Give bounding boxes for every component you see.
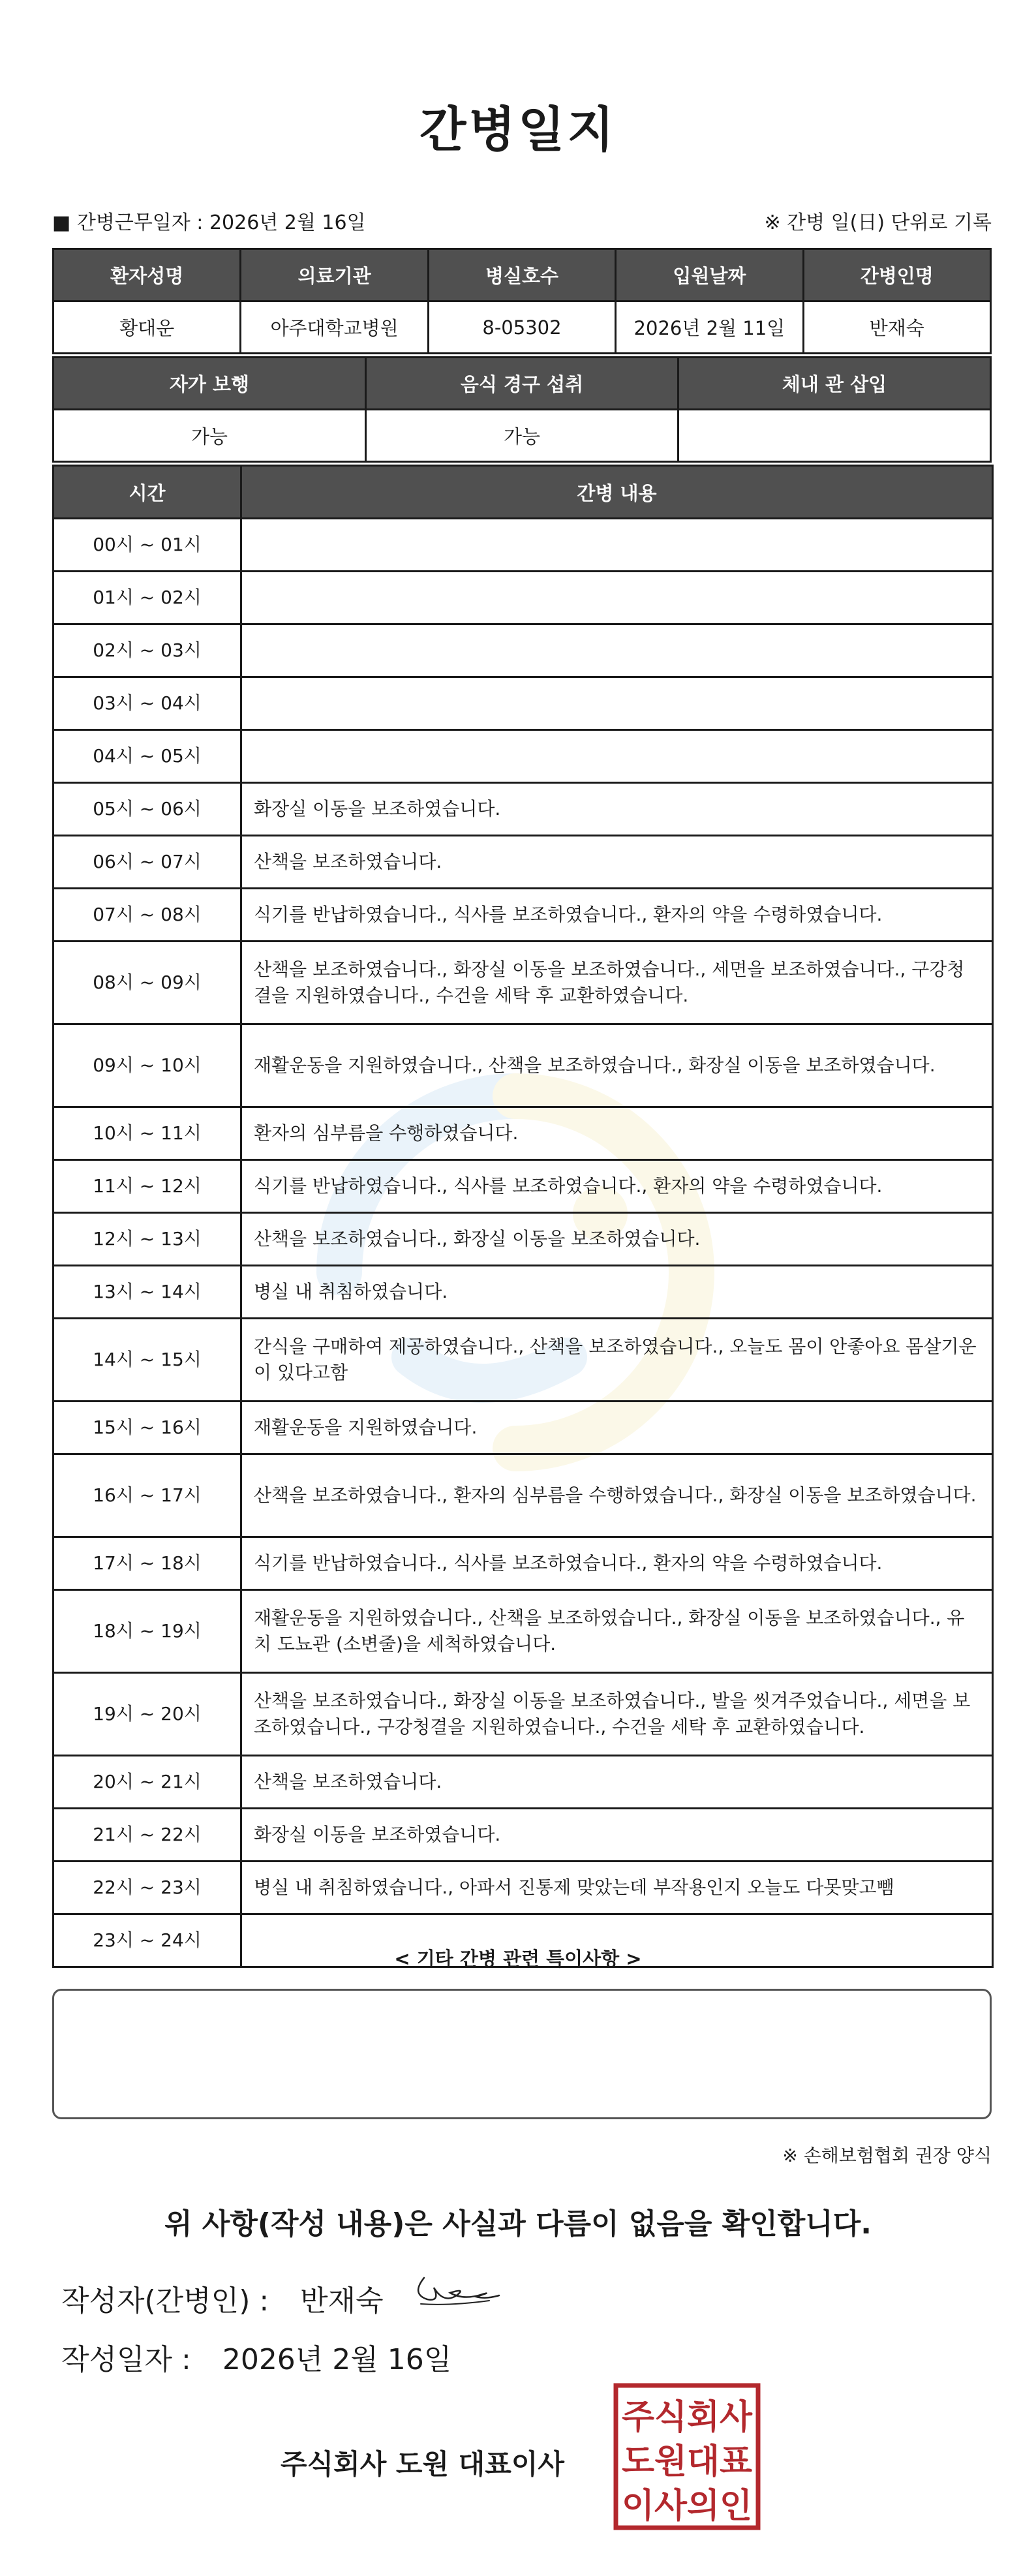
log-content: 산책을 보조하였습니다. (241, 1756, 993, 1809)
table-row (53, 572, 993, 624)
log-content: 화장실 이동을 보조하였습니다. (241, 783, 993, 836)
header-time: 시간 (53, 466, 241, 519)
write-date-label: 작성일자 : (61, 2343, 191, 2376)
table-row (53, 1673, 993, 1756)
patient-name: 황대운 (53, 301, 241, 354)
log-content: 식기를 반납하였습니다., 식사를 보조하였습니다., 환자의 약을 수령하였습니다. (241, 1537, 993, 1590)
caregiver-name: 반재숙 (803, 301, 990, 354)
seal-text-line: 주식회사 (622, 2398, 753, 2437)
log-content: 식기를 반납하였습니다., 식사를 보조하였습니다., 환자의 약을 수령하였습니다. (241, 1160, 993, 1213)
log-time: 19시 ~ 20시 (53, 1673, 241, 1756)
table-row (53, 1537, 993, 1590)
patient-info-table (52, 248, 992, 354)
log-content: 재활운동을 지원하였습니다., 산책을 보조하였습니다., 화장실 이동을 보조하였습니다., 유치 도뇨관 (소변줄)을 세척하였습니다. (241, 1590, 993, 1673)
log-time: 21시 ~ 22시 (53, 1809, 241, 1862)
notes-title: < 기타 간병 관련 특이사항 > (394, 1948, 642, 1970)
table-row (53, 1160, 993, 1213)
header-hospital: 의료기관 (241, 249, 428, 301)
header-oral-intake: 음식 경구 섭취 (366, 358, 678, 410)
header-self-walking: 자가 보행 (53, 358, 366, 410)
write-date-value: 2026년 2월 16일 (222, 2343, 452, 2376)
recommend-note: ※ 손해보험협회 권장 양식 (782, 2145, 992, 2166)
log-content: 산책을 보조하였습니다., 화장실 이동을 보조하였습니다., 세면을 보조하였습니다., 구강청결을 지원하였습니다., 수건을 세탁 후 교환하였습니다. (241, 942, 993, 1024)
self-walking: 가능 (53, 410, 366, 462)
company-name: 주식회사 도원 대표이사 (281, 2448, 564, 2480)
admission-date: 2026년 2월 11일 (616, 301, 803, 354)
header-tube-insertion: 체내 관 삽입 (678, 358, 991, 410)
log-content: 산책을 보조하였습니다. (241, 836, 993, 889)
confirm-statement: 위 사항(작성 내용)은 사실과 다름이 없음을 확인합니다. (164, 2207, 872, 2241)
log-time: 01시 ~ 02시 (53, 572, 241, 624)
table-row (53, 1107, 993, 1160)
header-caregiver-name: 간병인명 (803, 249, 990, 301)
table-row (53, 1756, 993, 1809)
log-content: 화장실 이동을 보조하였습니다. (241, 1809, 993, 1862)
log-content: 환자의 심부름을 수행하였습니다. (241, 1107, 993, 1160)
notes-box (52, 1989, 992, 2119)
write-date-line (61, 2336, 451, 2378)
table-row (53, 1809, 993, 1862)
log-time: 07시 ~ 08시 (53, 889, 241, 942)
work-date: ■ 간병근무일자 : 2026년 2월 16일 (52, 211, 366, 234)
table-row (53, 1402, 993, 1454)
table-row (53, 519, 993, 572)
log-time: 08시 ~ 09시 (53, 942, 241, 1024)
log-content (241, 624, 993, 677)
room-number: 8-05302 (428, 301, 615, 354)
tube-insertion (678, 410, 991, 462)
table-row (53, 1454, 993, 1537)
log-time: 16시 ~ 17시 (53, 1454, 241, 1537)
header-patient-name: 환자성명 (53, 249, 241, 301)
log-content: 산책을 보조하였습니다., 화장실 이동을 보조하였습니다., 발을 씻겨주었습니다., 세면을 보조하였습니다., 구강청결을 지원하였습니다., 수건을 세탁 후 교환하였습니다. (241, 1673, 993, 1756)
table-row (53, 942, 993, 1024)
log-time: 03시 ~ 04시 (53, 677, 241, 730)
table-row (53, 1213, 993, 1266)
unit-note: ※ 간병 일(日) 단위로 기록 (764, 211, 992, 234)
seal-text-line: 도원대표 (622, 2442, 752, 2481)
writer-label: 작성자(간병인) : (61, 2284, 269, 2318)
log-content: 재활운동을 지원하였습니다. (241, 1402, 993, 1454)
log-content: 재활운동을 지원하였습니다., 산책을 보조하였습니다., 화장실 이동을 보조하였습니다. (241, 1024, 993, 1107)
table-row (53, 1024, 993, 1107)
log-time: 18시 ~ 19시 (53, 1590, 241, 1673)
table-row (53, 889, 993, 942)
table-row (53, 1266, 993, 1319)
header-care-content: 간병 내용 (241, 466, 993, 519)
table-row (53, 1319, 993, 1402)
log-time: 20시 ~ 21시 (53, 1756, 241, 1809)
log-content (241, 730, 993, 783)
log-time: 11시 ~ 12시 (53, 1160, 241, 1213)
log-time: 05시 ~ 06시 (53, 783, 241, 836)
log-time: 00시 ~ 01시 (53, 519, 241, 572)
table-row (53, 1590, 993, 1673)
log-content: 식기를 반납하였습니다., 식사를 보조하였습니다., 환자의 약을 수령하였습니다. (241, 889, 993, 942)
log-time: 10시 ~ 11시 (53, 1107, 241, 1160)
log-time: 13시 ~ 14시 (53, 1266, 241, 1319)
table-row (53, 730, 993, 783)
table-row (53, 783, 993, 836)
log-content: 간식을 구매하여 제공하였습니다., 산책을 보조하였습니다., 오늘도 몸이 안좋아요 몸살기운이 있다고함 (241, 1319, 993, 1402)
log-content: 병실 내 취침하였습니다., 아파서 진통제 맞았는데 부작용인지 오늘도 다못맞고뺌 (241, 1862, 993, 1914)
header-room-number: 병실호수 (428, 249, 615, 301)
log-time: 15시 ~ 16시 (53, 1402, 241, 1454)
meta-row (52, 206, 992, 235)
company-seal (612, 2382, 762, 2532)
table-row (53, 677, 993, 730)
hospital: 아주대학교병원 (241, 301, 428, 354)
log-content (241, 572, 993, 624)
log-content: 병실 내 취침하였습니다. (241, 1266, 993, 1319)
log-content: 산책을 보조하였습니다., 화장실 이동을 보조하였습니다. (241, 1213, 993, 1266)
document-title: 간병일지 (419, 102, 617, 158)
writer-name: 반재숙 (300, 2284, 384, 2318)
log-content (241, 677, 993, 730)
log-time: 14시 ~ 15시 (53, 1319, 241, 1402)
table-row (53, 624, 993, 677)
care-log-table (52, 465, 994, 1968)
table-row (53, 836, 993, 889)
log-time: 17시 ~ 18시 (53, 1537, 241, 1590)
log-time: 09시 ~ 10시 (53, 1024, 241, 1107)
log-time: 06시 ~ 07시 (53, 836, 241, 889)
table-row (53, 1862, 993, 1914)
signature (404, 2268, 502, 2314)
seal-text-line: 이사의인 (622, 2487, 752, 2526)
writer-line (61, 2277, 384, 2319)
oral-intake: 가능 (366, 410, 678, 462)
log-time: 22시 ~ 23시 (53, 1862, 241, 1914)
log-time: 23시 ~ 24시 (53, 1914, 241, 1967)
patient-status-table (52, 356, 992, 463)
care-log-body (53, 519, 993, 1967)
log-content (241, 519, 993, 572)
header-admission-date: 입원날짜 (616, 249, 803, 301)
log-time: 02시 ~ 03시 (53, 624, 241, 677)
log-time: 12시 ~ 13시 (53, 1213, 241, 1266)
log-content: 산책을 보조하였습니다., 환자의 심부름을 수행하였습니다., 화장실 이동을 보조하였습니다. (241, 1454, 993, 1537)
log-time: 04시 ~ 05시 (53, 730, 241, 783)
